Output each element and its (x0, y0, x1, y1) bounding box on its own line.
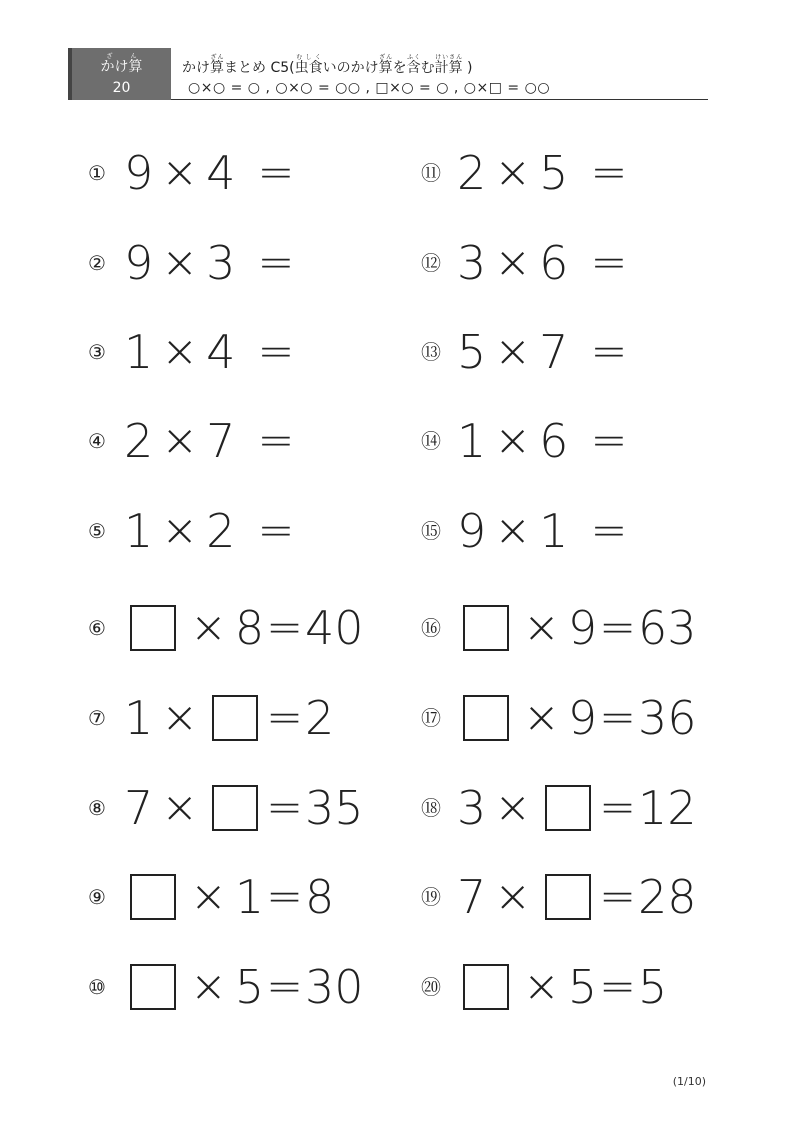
answer-box[interactable] (130, 964, 176, 1010)
times-sign: × (161, 147, 199, 198)
times-sign: × (494, 415, 532, 466)
problem-number: ② (88, 251, 106, 275)
equation (124, 146, 295, 200)
answer-box[interactable] (463, 605, 509, 651)
times-sign: × (523, 602, 560, 653)
problem-number: ⑥ (88, 616, 106, 640)
times-sign: × (190, 961, 227, 1012)
section-number: 20 (112, 80, 131, 96)
problem-number: ⑫ (421, 251, 441, 275)
problem-18 (421, 778, 697, 838)
times-sign: × (161, 692, 199, 743)
equation (457, 414, 628, 468)
problem-number: ⑰ (421, 706, 441, 730)
problem-number: ⑲ (421, 885, 441, 909)
header-rule (171, 99, 708, 100)
section-tab-title: かけ算ざん (100, 53, 143, 75)
equation (124, 236, 295, 290)
equals-sign: = (590, 237, 628, 288)
problem-11 (421, 143, 627, 203)
problem-15 (421, 501, 627, 561)
problem-9 (88, 867, 334, 927)
problem-14 (421, 411, 627, 471)
multiplicand: 1 (457, 414, 487, 468)
times-sign: × (190, 602, 227, 653)
product: 63 (638, 601, 697, 655)
equation (457, 504, 628, 558)
problem-number: ④ (88, 429, 106, 453)
equation (457, 870, 697, 924)
times-sign: × (161, 326, 199, 377)
answer-box[interactable] (130, 605, 176, 651)
answer-box[interactable] (463, 964, 509, 1010)
multiplier: 2 (206, 504, 236, 558)
problem-1 (88, 143, 294, 203)
equation (457, 325, 628, 379)
problem-12 (421, 233, 627, 293)
multiplier: 3 (206, 236, 236, 290)
equals-sign: = (257, 505, 295, 556)
equation (124, 781, 364, 835)
equals-sign: = (590, 415, 628, 466)
equation (124, 414, 295, 468)
equals-sign: = (257, 237, 295, 288)
product: 35 (305, 781, 364, 835)
problem-number: ⑨ (88, 885, 106, 909)
product: 40 (305, 601, 364, 655)
times-sign: × (161, 505, 199, 556)
multiplier: 1 (234, 870, 265, 924)
equals-sign: = (266, 602, 304, 653)
problem-7 (88, 688, 334, 748)
multiplicand: 9 (124, 236, 154, 290)
problem-number: ⑯ (421, 616, 441, 640)
equation (457, 146, 628, 200)
equals-sign: = (599, 871, 637, 922)
product: 5 (638, 960, 668, 1014)
multiplier: 5 (567, 960, 598, 1014)
multiplier: 6 (539, 236, 569, 290)
worksheet-header (68, 48, 708, 102)
section-tab (68, 48, 171, 100)
problem-19 (421, 867, 697, 927)
equation (124, 691, 335, 745)
problem-3 (88, 322, 294, 382)
problem-20 (421, 957, 667, 1017)
multiplier: 9 (567, 691, 598, 745)
multiplicand: 1 (124, 504, 154, 558)
problem-number: ⑦ (88, 706, 106, 730)
multiplicand: 7 (124, 781, 154, 835)
answer-box[interactable] (545, 785, 591, 831)
equals-sign: = (599, 602, 637, 653)
multiplier: 7 (539, 325, 569, 379)
equals-sign: = (590, 326, 628, 377)
equation (124, 960, 364, 1014)
multiplier: 5 (539, 146, 569, 200)
equals-sign: = (599, 782, 637, 833)
equals-sign: = (590, 505, 628, 556)
problem-number: ⑭ (421, 429, 441, 453)
times-sign: × (494, 326, 532, 377)
equation (124, 601, 364, 655)
equation (124, 870, 335, 924)
problem-number: ⑪ (421, 161, 441, 185)
multiplier: 7 (206, 414, 236, 468)
times-sign: × (494, 871, 532, 922)
product: 36 (638, 691, 697, 745)
problem-number: ⑬ (421, 340, 441, 364)
answer-box[interactable] (545, 874, 591, 920)
answer-box[interactable] (463, 695, 509, 741)
multiplier: 9 (567, 601, 598, 655)
problem-number: ⑮ (421, 519, 441, 543)
multiplier: 8 (234, 601, 265, 655)
multiplicand: 2 (457, 146, 487, 200)
problem-5 (88, 501, 294, 561)
problem-number: ⑧ (88, 796, 106, 820)
problem-6 (88, 598, 364, 658)
equals-sign: = (599, 692, 637, 743)
equation (457, 781, 697, 835)
times-sign: × (523, 692, 560, 743)
equation (124, 504, 295, 558)
problem-2 (88, 233, 294, 293)
times-sign: × (190, 871, 227, 922)
multiplier: 6 (539, 414, 569, 468)
multiplicand: 9 (124, 146, 154, 200)
multiplicand: 1 (124, 325, 154, 379)
multiplier: 5 (234, 960, 265, 1014)
times-sign: × (161, 237, 199, 288)
equation (457, 691, 697, 745)
problem-pattern: ○×○ = ○ , ○×○ = ○○ , □×○ = ○ , ○×□ = ○○ (188, 80, 551, 96)
equation (457, 601, 697, 655)
product: 8 (305, 870, 335, 924)
equals-sign: = (266, 692, 304, 743)
problem-17 (421, 688, 697, 748)
problem-13 (421, 322, 627, 382)
problem-number: ⑩ (88, 975, 106, 999)
product: 28 (638, 870, 697, 924)
times-sign: × (161, 415, 199, 466)
worksheet-title: かけ算ざんまとめ C5(虫食むしくいのかけ算ざんを含ふくむ計算けいさん ) (182, 54, 473, 76)
multiplicand: 7 (457, 870, 487, 924)
problem-number: ① (88, 161, 106, 185)
problem-16 (421, 598, 697, 658)
problem-number: ⑳ (421, 975, 441, 999)
multiplicand: 3 (457, 781, 487, 835)
product: 30 (305, 960, 364, 1014)
problem-8 (88, 778, 364, 838)
multiplicand: 3 (457, 236, 487, 290)
times-sign: × (494, 505, 532, 556)
answer-box[interactable] (130, 874, 176, 920)
problem-10 (88, 957, 364, 1017)
multiplier: 1 (539, 504, 569, 558)
equals-sign: = (599, 961, 637, 1012)
product: 12 (638, 781, 697, 835)
equation (457, 236, 628, 290)
equation (457, 960, 668, 1014)
equals-sign: = (266, 871, 304, 922)
equals-sign: = (257, 147, 295, 198)
page-indicator: (1/10) (672, 1075, 706, 1088)
multiplicand: 2 (124, 414, 154, 468)
problem-number: ⑱ (421, 796, 441, 820)
multiplicand: 1 (124, 691, 154, 745)
equals-sign: = (257, 326, 295, 377)
multiplicand: 9 (457, 504, 487, 558)
equals-sign: = (266, 782, 304, 833)
equation (124, 325, 295, 379)
equals-sign: = (590, 147, 628, 198)
equals-sign: = (257, 415, 295, 466)
times-sign: × (494, 147, 532, 198)
product: 2 (305, 691, 335, 745)
multiplier: 4 (206, 146, 236, 200)
times-sign: × (523, 961, 560, 1012)
answer-box[interactable] (212, 785, 258, 831)
multiplier: 4 (206, 325, 236, 379)
times-sign: × (494, 237, 532, 288)
problem-number: ⑤ (88, 519, 106, 543)
answer-box[interactable] (212, 695, 258, 741)
equals-sign: = (266, 961, 304, 1012)
problem-number: ③ (88, 340, 106, 364)
times-sign: × (494, 782, 532, 833)
multiplicand: 5 (457, 325, 487, 379)
problem-4 (88, 411, 294, 471)
times-sign: × (161, 782, 199, 833)
